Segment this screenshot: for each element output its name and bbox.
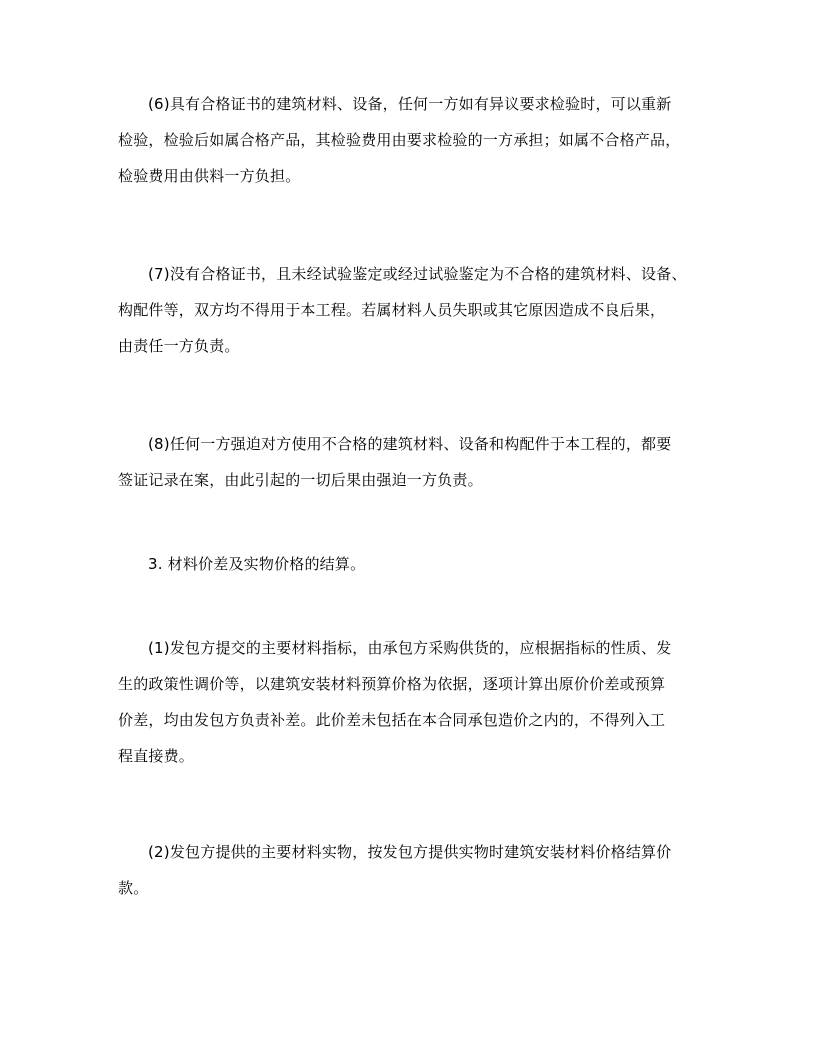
paragraph-line: 检验，检验后如属合格产品，其检验费用由要求检验的一方承担；如属不合格产品， (118, 131, 681, 149)
paragraph-line: 构配件等，双方均不得用于本工程。若属材料人员失职或其它原因造成不良后果， (118, 301, 666, 319)
paragraph-line: (1)发包方提交的主要材料指标，由承包方采购供货的，应根据指标的性质、发 (148, 639, 672, 657)
paragraph-item-7 (118, 256, 700, 364)
paragraph-line: (6)具有合格证书的建筑材料、设备，任何一方如有异议要求检验时，可以重新 (148, 95, 672, 113)
section-heading-3 (118, 546, 700, 582)
paragraph-line: (2)发包方提供的主要材料实物，按发包方提供实物时建筑安装材料价格结算价 (148, 843, 672, 861)
section-heading-line: 3. 材料价差及实物价格的结算。 (148, 555, 366, 573)
paragraph-line: 款。 (118, 879, 149, 897)
paragraph-line: 程直接费。 (118, 747, 195, 765)
paragraph-line: 由责任一方负责。 (118, 337, 240, 355)
paragraph-line: (8)任何一方强迫对方使用不合格的建筑材料、设备和构配件于本工程的，都要 (148, 435, 672, 453)
paragraph-line: 检验费用由供料一方负担。 (118, 167, 301, 185)
paragraph-item-1 (118, 630, 700, 774)
paragraph-line: (7)没有合格证书，且未经试验鉴定或经过试验鉴定为不合格的建筑材料、设备、 (148, 265, 687, 283)
paragraph-item-6 (118, 86, 700, 194)
paragraph-line: 签证记录在案，由此引起的一切后果由强迫一方负责。 (118, 471, 483, 489)
paragraph-line: 生的政策性调价等，以建筑安装材料预算价格为依据，逐项计算出原价价差或预算 (118, 675, 666, 693)
paragraph-item-8 (118, 426, 700, 498)
paragraph-item-2 (118, 834, 700, 906)
paragraph-line: 价差，均由发包方负责补差。此价差未包括在本合同承包造价之内的，不得列入工 (118, 711, 666, 729)
